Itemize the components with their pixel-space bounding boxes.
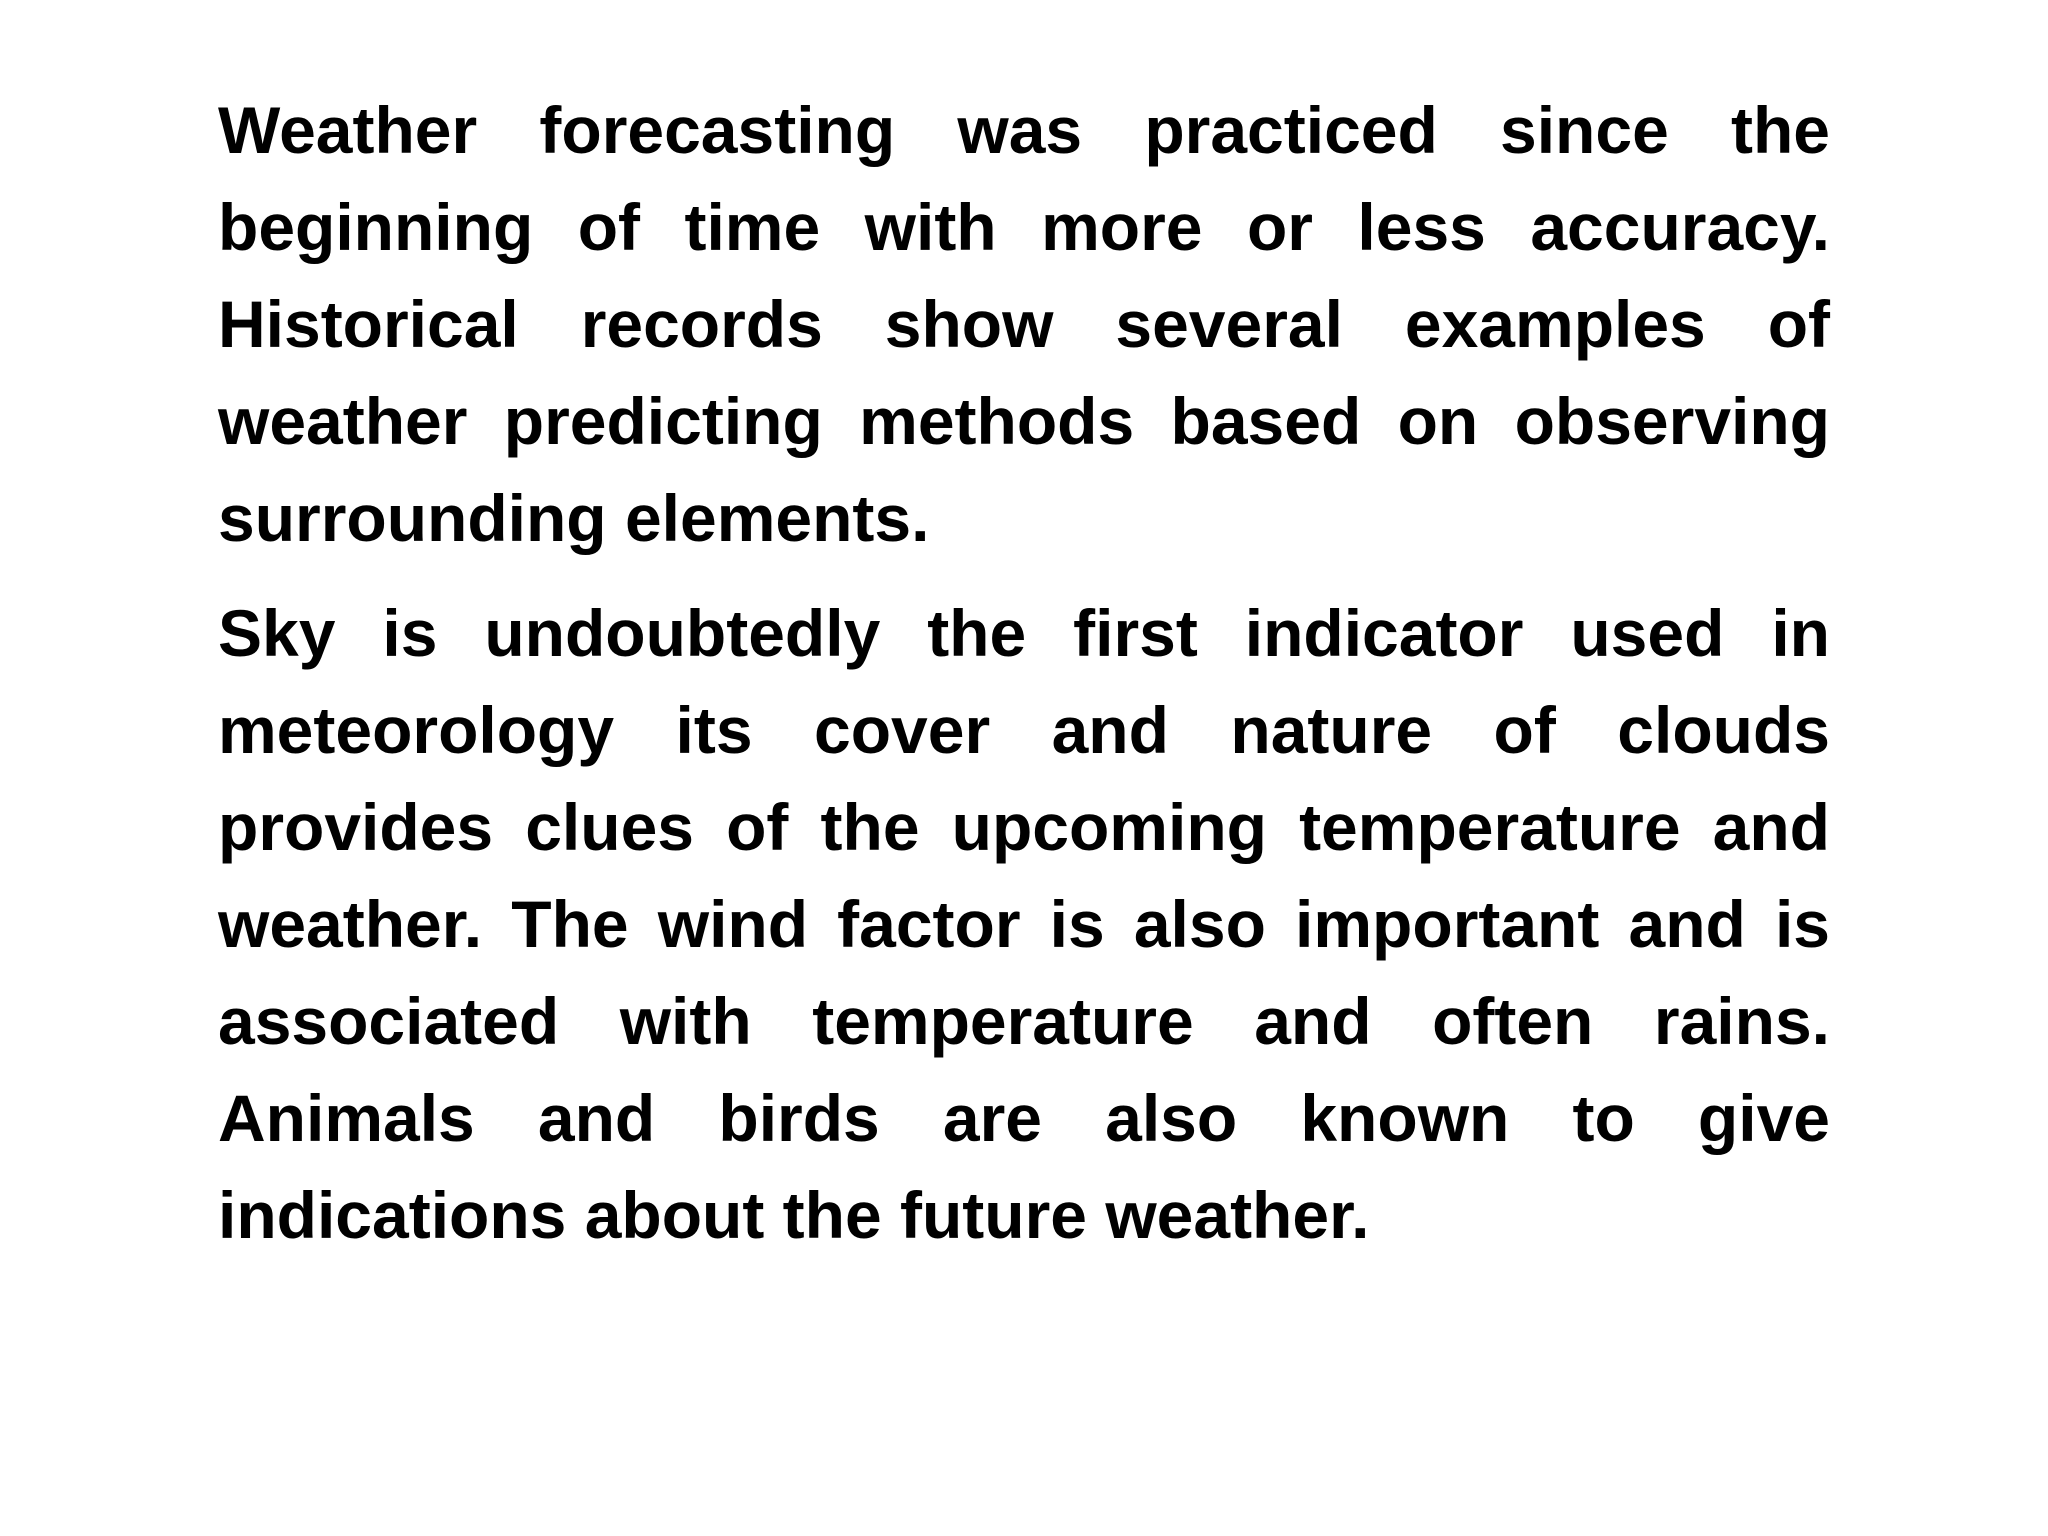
slide-body (218, 82, 1830, 1264)
paragraph-sky-indicators: Sky is undoubtedly the first indicator used in meteorology its cover and nature of clouds provides clues of the upcoming temperature and weather. The wind factor is also important and is associated with temperature and often rains. Animals and birds are also known to give indications about the future weather. (218, 596, 1830, 1252)
paragraph-weather-forecasting-history: Weather forecasting was practiced since the beginning of time with more or less accuracy. Historical records show several examples of weather predicting methods based on observing surrounding elements. (218, 93, 1830, 555)
